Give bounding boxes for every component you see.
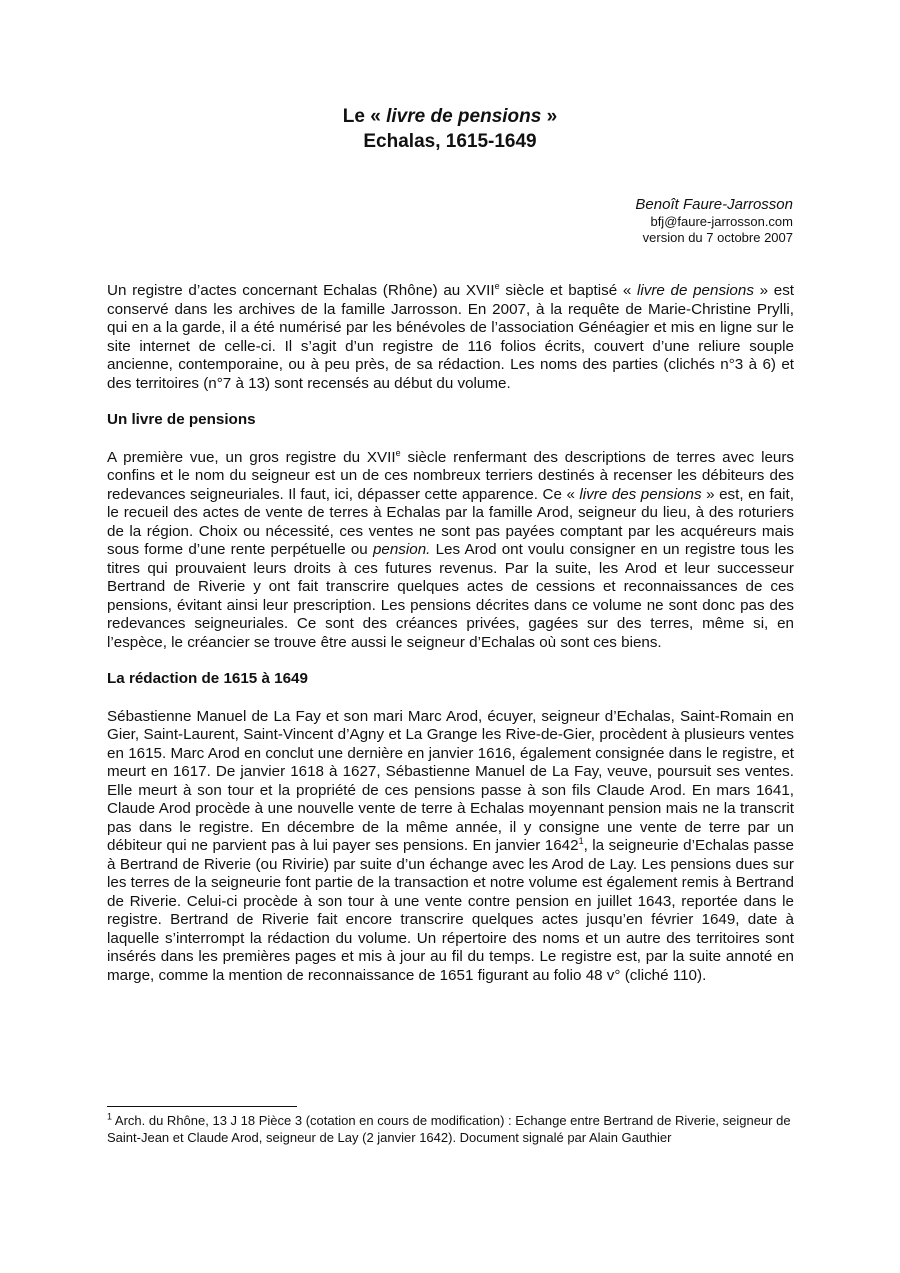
intro-italic: livre de pensions xyxy=(637,282,754,299)
section1-heading: Un livre de pensions xyxy=(107,411,256,428)
document-title xyxy=(0,104,900,154)
title-line1-suffix: » xyxy=(541,106,558,127)
intro-superscript: e xyxy=(494,280,500,291)
section2-text-2: , la seigneurie d’Echalas passe à Bertrand de Riverie (ou Rivirie) par suite d’un échange avec les Arod de Lay. Les pensions dues sur les terres de la seigneurie font partie de la transaction et notre volume est également remis à Bertrand de Riverie. Celui-ci procède à son tour à une vente contre pension en juillet 1643, reportée dans le registre. Bertrand de Riverie fait encore transcrire quelques actes jusqu’en février 1649, date à laquelle s’interrompt la rédaction du volume. Un répertoire des noms et un autre des territoires sont insérés dans les premières pages et mis à jour au fil du temps. Le registre est, par la suite annoté en marge, comme la mention de reconnaissance de 1651 figurant au folio 48 v° (cliché 110). xyxy=(107,837,794,984)
section2-text-1: Sébastienne Manuel de La Fay et son mari Marc Arod, écuyer, seigneur d’Echalas, Saint-Romain en Gier, Saint-Laurent, Saint-Vincent d’Agny et La Grange les Rive-de-Gier, procèdent à plusieurs ventes en 1615. Marc Arod en conclut une dernière en janvier 1616, également consignée dans le registre, et meurt en 1617. De janvier 1618 à 1627, Sébastienne Manuel de La Fay, veuve, poursuit ses ventes. Elle meurt à son tour et la propriété de ces pensions passe à son fils Claude Arod. En mars 1641, Claude Arod procède à une nouvelle vente de terre à Echalas moyennant pension mais ne la transcrit pas dans le registre. En décembre de la même année, il y consigne une vente de terre par un débiteur qui ne parvient pas à lui payer ses pensions. En janvier 1642 xyxy=(107,707,794,854)
section1-text-2: siècle renfermant des descriptions de terres avec leurs confins et le nom du seigneur est un de ces nombreux terriers destinés à recenser les débiteurs des redevances seigneuriales. Il faut, ici, dépasser cette apparence. Ce « xyxy=(107,448,794,503)
section1-italic-1: livre des pensions xyxy=(579,485,702,503)
footnote-reference[interactable]: 1 xyxy=(578,835,584,846)
footnote-divider xyxy=(107,1106,297,1107)
title-line2: Echalas, 1615-1649 xyxy=(363,131,537,152)
section2-paragraph xyxy=(107,708,794,986)
author-block xyxy=(635,195,793,246)
document-body xyxy=(107,282,794,1003)
title-line1-prefix: Le « xyxy=(342,106,387,127)
section2-heading: La rédaction de 1615 à 1649 xyxy=(107,670,308,687)
section1-superscript: e xyxy=(395,447,401,458)
section1-text-3: » est, en fait, le recueil des actes de vente de terres à Echalas par la famille Arod, seigneur du lieu, à des roturiers de la région. Choix ou nécessité, ces ventes ne sont pas payées comptant par les acquéreurs mais sous forme d’une rente perpétuelle ou xyxy=(107,485,794,558)
intro-paragraph xyxy=(107,282,794,393)
section1-text-4: Les Arod ont voulu consigner en un registre tous les titres qui prouvaient leurs droits à ces futures revenus. Par la suite, les Arod et leur successeur Bertrand de Riverie y ont fait transcrire quelques actes de cessions et reconnaissances de ces pensions, évitant ainsi leur prescription. Les pensions décrites dans ce volume ne sont donc pas des redevances seigneuriales. Ce sont des créances privées, gagées sur des terres, même si, en l’espèce, le créancier se trouve être aussi le seigneur d’Echalas où sont ces biens. xyxy=(107,541,795,651)
section1-paragraph xyxy=(107,449,794,653)
intro-text-3: » est conservé dans les archives de la famille Jarrosson. En 2007, à la requête de Marie-Christine Prylli, qui en a la garde, il a été numérisé par les bénévoles de l’association Généagier et mis en ligne sur le site internet de celle-ci. Il s’agit d’un registre de 116 folios écrits, couvert d’une reliure souple ancienne, contemporaine, ou à peu près, de sa rédaction. Les noms des parties (clichés n°3 à 6) et des territoires (n°7 à 13) sont recensés au début du volume. xyxy=(107,282,795,392)
title-line1-italic: livre de pensions xyxy=(386,106,542,127)
footnote-number: 1 xyxy=(107,1111,113,1122)
intro-text-1: Un registre d’actes concernant Echalas (Rhône) au XVII xyxy=(107,282,495,299)
section1-italic-2: pension. xyxy=(372,541,431,558)
author-name: Benoît Faure-Jarrosson xyxy=(635,196,793,213)
section1-text-1: A première vue, un gros registre du XVII xyxy=(107,448,396,466)
footnote xyxy=(107,1113,794,1146)
author-email: bfj@faure-jarrosson.com xyxy=(650,214,793,229)
version-date: version du 7 octobre 2007 xyxy=(642,230,793,245)
intro-text-2: siècle et baptisé « xyxy=(499,282,637,299)
footnote-text: Arch. du Rhône, 13 J 18 Pièce 3 (cotation en cours de modification) : Echange entre Bertrand de Riverie, seigneur de Saint-Jean et Claude Arod, seigneur de Lay (2 janvier 1642). Document signalé par Alain Gauthier xyxy=(107,1113,791,1145)
